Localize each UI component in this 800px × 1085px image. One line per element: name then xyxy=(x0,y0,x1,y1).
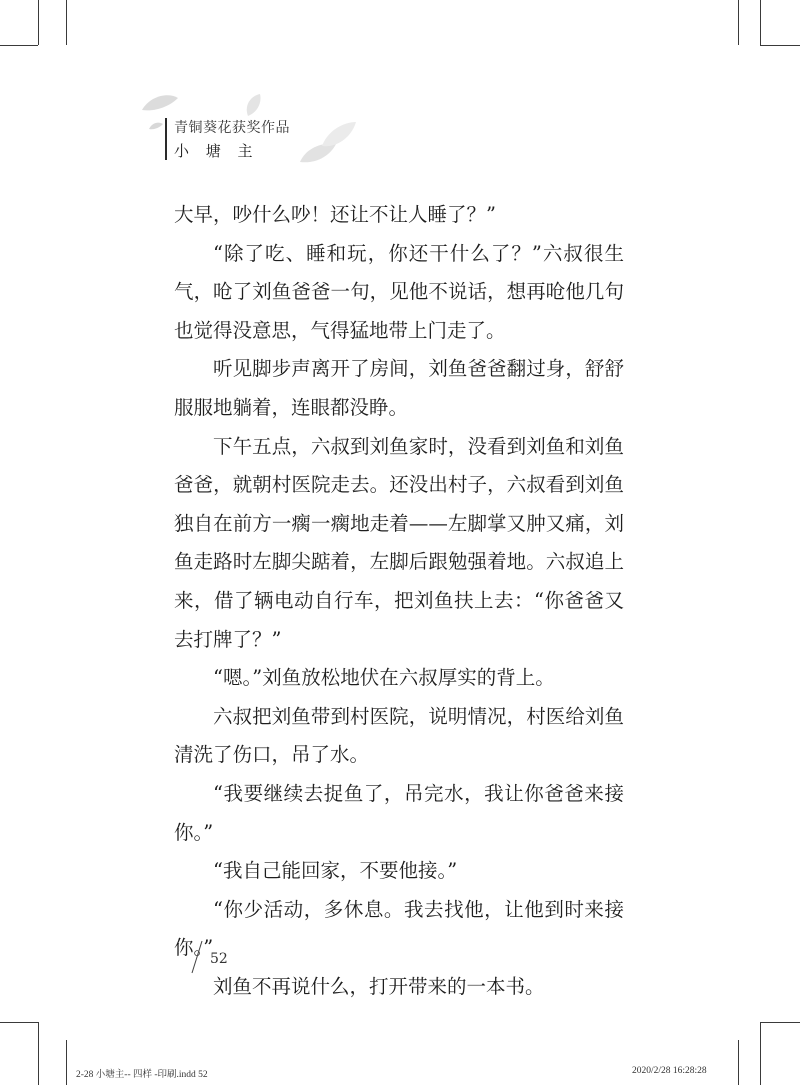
paragraph: 六叔把刘鱼带到村医院，说明情况，村医给刘鱼清洗了伤口，吊了水。 xyxy=(174,704,624,767)
crop-mark xyxy=(0,1022,38,1023)
paragraph: 刘鱼不再说什么，打开带来的一本书。 xyxy=(213,974,545,998)
paragraph: “你少活动，多休息。我去找他，让他到时来接你。” xyxy=(174,897,624,960)
paragraph: 听见脚步声离开了房间，刘鱼爸爸翻过身，舒舒服服地躺着，连眼都没睁。 xyxy=(174,357,624,419)
header-rule xyxy=(165,118,167,160)
book-title: 小 塘 主 xyxy=(174,142,259,160)
crop-mark xyxy=(760,1022,800,1023)
petal-icon xyxy=(244,92,264,118)
crop-mark xyxy=(38,1022,39,1085)
page-number: 52 xyxy=(210,951,228,967)
paragraph: 大早，吵什么吵！还让不让人睡了？” xyxy=(174,203,496,226)
footer-timestamp: 2020/2/28 16:28:28 xyxy=(632,1066,707,1076)
folio-slash-icon xyxy=(190,940,204,974)
footer-file-slug: 2-28 小塘主-- 四样 -印刷.indd 52 xyxy=(76,1070,208,1080)
petal-icon xyxy=(148,121,164,131)
crop-mark xyxy=(738,0,739,45)
paragraph: 下午五点，六叔到刘鱼家时，没看到刘鱼和刘鱼爸爸，就朝村医院走去。还没出村子，六叔看到刘鱼独自在前方一瘸一瘸地走着——左脚掌又肿又痛，刘鱼走路时左脚尖踮着，左脚后跟勉强着地。六叔追上来，借了辆电动自行车，把刘鱼扶上去：“你爸爸又去打牌了？” xyxy=(174,434,624,651)
crop-mark xyxy=(38,0,39,45)
crop-mark xyxy=(738,1040,739,1085)
running-header xyxy=(174,118,290,162)
paragraph: “我要继续去捉鱼了，吊完水，我让你爸爸来接你。” xyxy=(174,781,624,844)
petal-icon xyxy=(140,92,180,114)
series-title: 青铜葵花获奖作品 xyxy=(174,120,290,136)
paragraph: “除了吃、睡和玩，你还干什么了？”六叔很生气，呛了刘鱼爸爸一句，见他不说话，想再呛他几句也觉得没意思，气得猛地带上门走了。 xyxy=(174,241,624,342)
crop-mark xyxy=(760,45,800,46)
crop-mark xyxy=(760,1022,761,1085)
crop-mark xyxy=(66,1040,67,1085)
crop-mark xyxy=(66,0,67,45)
paragraph: “嗯。”刘鱼放松地伏在六叔厚实的背上。 xyxy=(213,666,555,690)
body-text xyxy=(174,196,624,1006)
paragraph: “我自己能回家，不要他接。” xyxy=(213,859,458,883)
petal-icon xyxy=(318,120,358,150)
crop-mark xyxy=(0,45,38,46)
crop-mark xyxy=(760,0,761,45)
